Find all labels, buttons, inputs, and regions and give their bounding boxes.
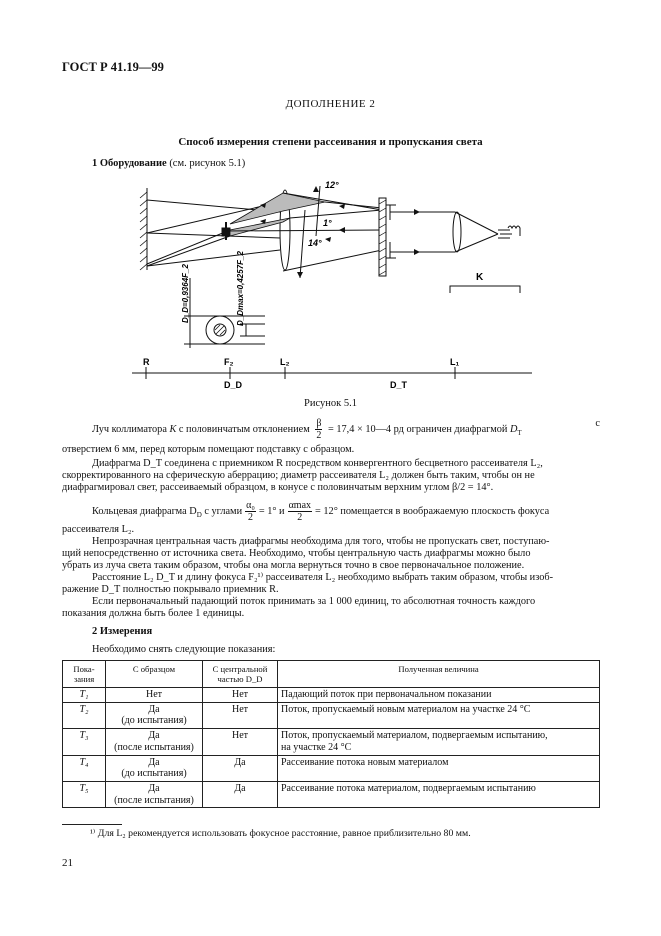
axis-L1-label: L₁ <box>450 357 460 367</box>
paragraph-distance-line2: ражение D_T полностью покрывало приемник R. <box>62 584 279 595</box>
footnote: ¹⁾ Для L₂ рекомендуется использовать фокусное расстояние, равное приблизительно 80 мм. <box>90 828 471 839</box>
cell-center: Нет <box>203 729 278 755</box>
col-header-value: Полученная величина <box>278 661 600 688</box>
section-1-title: 1 Оборудование <box>92 158 167 169</box>
section-1-heading <box>92 158 245 169</box>
collimator-K-label: K <box>476 272 484 283</box>
paragraph-collimator-cont: отверстием 6 мм, перед которым помещают подставку с образцом. <box>62 444 355 455</box>
axis-F2-label: F₂ <box>224 357 234 367</box>
text-run: с углами <box>201 505 243 517</box>
cell-value: Рассеивание потока новым материалом <box>278 755 600 781</box>
cell-value: Поток, пропускаемый материалом, подвергаемым испытанию, на участке 24 °С <box>278 729 600 755</box>
cell-code: T₃ <box>63 729 106 755</box>
fraction-beta <box>315 418 322 441</box>
fraction-num: β <box>316 418 322 429</box>
paragraph-accuracy-line1: Если первоначальный падающий поток принимать за 1 000 единиц, то абсолютная точность каждого <box>92 596 536 607</box>
axis-DD-label: D_D <box>224 380 243 390</box>
cell-sample: Да (до испытания) <box>106 702 203 728</box>
cell-sample: Да (после испытания) <box>106 729 203 755</box>
cell-center: Да <box>203 755 278 781</box>
fraction-den: 2 <box>297 512 303 523</box>
fraction-alphamax <box>288 500 312 523</box>
text-run: = 17,4 × 10—4 рд ограничен диафрагмой <box>325 423 510 435</box>
text-run: Кольцевая диафрагма D <box>92 505 197 517</box>
axis-DT-label: D_T <box>390 380 408 390</box>
cell-code: T₄ <box>63 755 106 781</box>
page-number: 21 <box>62 857 73 869</box>
cell-code: T₅ <box>63 781 106 807</box>
col-header-center: С центральной частью D_D <box>203 661 278 688</box>
cell-center: Нет <box>203 702 278 728</box>
table-row <box>63 688 600 703</box>
paragraph-opaque-line3: убрать из луча света таким образом, чтобы она могла вернуться точно в свое первоначальное положение. <box>62 560 525 571</box>
symbol-K: K <box>169 423 177 435</box>
cell-value: Рассеивание потока материалом, подвергаемым испытанию <box>278 781 600 807</box>
section-1-ref: (см. рисунок 5.1) <box>166 158 246 169</box>
appendix-title: ДОПОЛНЕНИЕ 2 <box>285 98 376 110</box>
paragraph-ring-diaphragm-cont: рассеивателя L₂. <box>62 524 135 535</box>
paragraph-diaphragm-line2: скорректированного на сферическую аберрацию; диаметр рассеивателя L₂ должен быть таким, чтобы он не <box>62 470 535 481</box>
table-row <box>63 755 600 781</box>
cell-sample: Да (до испытания) <box>106 755 203 781</box>
symbol-sub: D <box>196 510 202 519</box>
cell-sample: Да (после испытания) <box>106 781 203 807</box>
table-header-row <box>63 661 600 688</box>
paragraph-opaque-line2: щий непосредственно от источника света. Необходимо, чтобы центральную часть диафрагмы можно было <box>62 548 531 559</box>
text-run: = 1° и <box>258 505 285 517</box>
axis-R-label: R <box>143 357 150 367</box>
footnote-rule <box>62 824 122 825</box>
fraction-den: 2 <box>247 512 253 523</box>
optical-diagram <box>120 178 550 396</box>
col-header-sample: С образцом <box>106 661 203 688</box>
paragraph-diaphragm-line3: диафрагмировал свет, рассеиваемый образцом, в конусе с половинчатым верхним углом β/2 = 14°. <box>62 482 494 493</box>
section-2-title: 2 Измерения <box>92 626 153 637</box>
figure-caption: Рисунок 5.1 <box>304 398 357 409</box>
fraction-num: α₀ <box>246 500 255 511</box>
text-run: = 12° помещается в воображаемую плоскость фокуса <box>315 505 550 517</box>
paragraph-ring-diaphragm <box>92 500 600 523</box>
cell-code: T₂ <box>63 702 106 728</box>
cell-sample: Нет <box>106 688 203 703</box>
document-code: ГОСТ Р 41.19—99 <box>62 60 164 74</box>
fraction-num: αmax <box>288 500 312 511</box>
table-row <box>63 781 600 807</box>
measurements-table <box>62 660 600 808</box>
section-2-intro: Необходимо снять следующие показания: <box>92 644 276 655</box>
fraction-alpha0 <box>245 500 256 523</box>
angle-1-label: 1° <box>323 218 332 228</box>
paragraph-collimator <box>92 418 600 441</box>
paragraph-distance-line1: Расстояние L₂ D_T и длину фокуса F₂¹⁾ рассеивателя L₂ необходимо выбрать таким образом, чтобы изоб- <box>92 572 554 583</box>
text-run: Луч коллиматора <box>92 423 170 435</box>
text-run: с половинчатым отклонением <box>176 423 313 435</box>
diaphragm-dim-2-label: D_Dmax=0,4257F_2 <box>236 251 245 326</box>
paragraph-opaque-line1: Непрозрачная центральная часть диафрагмы необходима для того, чтобы не пропускать свет, поступаю- <box>92 536 550 547</box>
paragraph-accuracy-line2: показания должна быть более 1 единицы. <box>62 608 245 619</box>
symbol-D: D <box>509 423 518 435</box>
angle-12-label: 12° <box>325 180 339 190</box>
cell-code: T₁ <box>63 688 106 703</box>
cell-value: Падающий поток при первоначальном показании <box>278 688 600 703</box>
symbol-sub: T <box>517 428 522 437</box>
cell-center: Да <box>203 781 278 807</box>
cell-center: Нет <box>203 688 278 703</box>
angle-14-label: 14° <box>308 238 322 248</box>
main-title: Способ измерения степени рассеивания и пропускания света <box>178 136 483 148</box>
paragraph-diaphragm-line1: Диафрагма D_T соединена с приемником R посредством конвергентного бесцветного рассеивателя L₂, <box>92 458 543 469</box>
table-row <box>63 729 600 755</box>
axis-L2-label: L₂ <box>280 357 290 367</box>
col-header-code: Пока- зания <box>63 661 106 688</box>
diaphragm-dim-1-label: D_D=0,9364F_2 <box>181 264 190 323</box>
cell-value: Поток, пропускаемый новым материалом на участке 24 °С <box>278 702 600 728</box>
table-row <box>63 702 600 728</box>
fraction-den: 2 <box>316 430 322 441</box>
text-run: с <box>595 418 600 429</box>
